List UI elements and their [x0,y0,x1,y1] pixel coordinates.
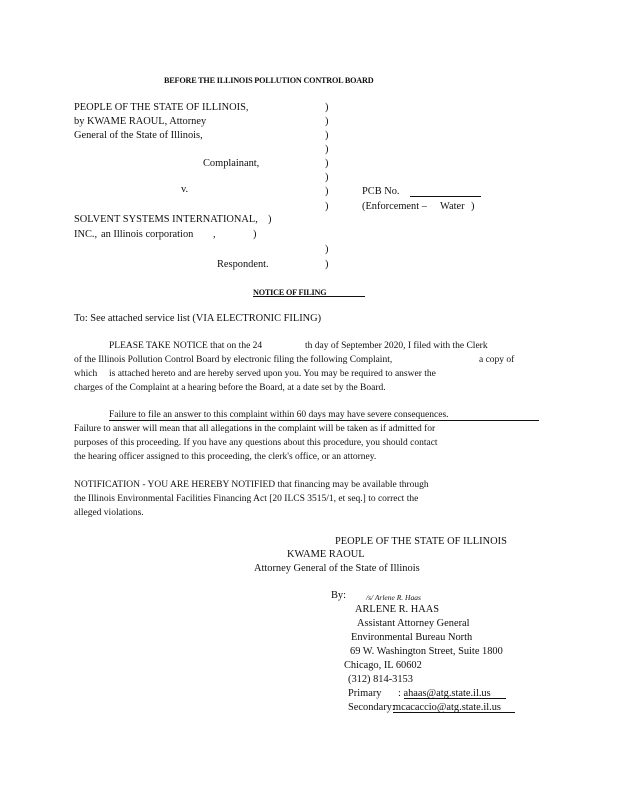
p1-d: a copy of [479,355,515,365]
bracket-3: ) [325,130,329,141]
versus-label: v. [181,184,189,195]
bracket-4: ) [325,144,329,155]
bracket-10: ) [325,259,329,270]
p3-line-2: the Illinois Environmental Facilities Financing Act [20 ILCS 3515/1, et seq.] to correct the [74,494,419,504]
water-label: Water [440,201,465,212]
sig-primary-label: Primary [348,688,382,699]
notice-title-underline [253,296,365,297]
sig-secondary-label: Secondary: [348,702,395,713]
defendant-paren: ) [268,214,272,225]
pcb-no-label: PCB No. [362,186,400,197]
p2-line-2: Failure to answer will mean that all allegations in the complaint will be taken as if admitted for [74,424,436,434]
enforcement-paren: ) [471,201,475,212]
p2-line-4: the hearing officer assigned to this proceeding, the clerk's office, or an attorney. [74,452,377,462]
notice-title: NOTICE OF FILING [253,288,327,297]
p1-c: of the Illinois Pollution Control Board by electronic filing the following Complaint, [74,355,393,365]
sig-people: PEOPLE OF THE STATE OF ILLINOIS [335,536,507,547]
p1-g: charges of the Complaint at a hearing before the Board, at a date set by the Board. [74,383,386,393]
sig-secondary-email[interactable]: mcacaccio@atg.state.il.us [393,702,501,713]
bracket-9: ) [325,244,329,255]
plaintiff-line-2: by KWAME RAOUL, Attorney [74,116,207,127]
p2-underline [109,420,539,421]
respondent-label: Respondent. [217,259,269,270]
sig-primary-email[interactable]: : ahaas@atg.state.il.us [398,688,491,699]
p1-a: PLEASE TAKE NOTICE that on the 24 [109,341,263,351]
plaintiff-line-3: General of the State of Illinois, [74,130,203,141]
sig-street: 69 W. Washington Street, Suite 1800 [350,646,503,657]
complainant-label: Complainant, [203,158,260,169]
primary-email-underline [404,698,506,699]
sig-phone: (312) 814-3153 [348,674,413,685]
plaintiff-line-1: PEOPLE OF THE STATE OF ILLINOIS, [74,102,249,113]
p1-f: is attached hereto and are hereby served upon you. You may be required to answer the [109,369,436,379]
sig-name: ARLENE R. HAAS [355,604,439,615]
bracket-7: ) [325,186,329,197]
p2-line-3: purposes of this proceeding. If you have any questions about this procedure, you should contact [74,438,438,448]
bracket-5: ) [325,158,329,169]
defendant-comma: , [213,229,216,240]
defendant-paren-2: ) [253,229,257,240]
secondary-email-underline [393,712,515,713]
enforcement-label: (Enforcement – [362,201,427,212]
defendant-line-1: SOLVENT SYSTEMS INTERNATIONAL, [74,214,258,225]
defendant-line-3: an Illinois corporation [101,229,194,240]
defendant-line-2: INC., [74,229,98,240]
sig-ag-title: Attorney General of the State of Illinois [254,563,420,574]
sig-city: Chicago, IL 60602 [344,660,422,671]
sig-ag-name: KWAME RAOUL [287,549,365,560]
pcb-no-blank [410,196,481,197]
bracket-8: ) [325,201,329,212]
sig-by-label: By: [331,590,347,601]
p2-line-1: Failure to file an answer to this complaint within 60 days may have severe consequences. [109,410,449,420]
board-title: BEFORE THE ILLINOIS POLLUTION CONTROL BOARD [164,76,374,85]
bracket-6: ) [325,172,329,183]
p3-line-1: NOTIFICATION - YOU ARE HEREBY NOTIFIED that financing may be available through [74,480,429,490]
bracket-1: ) [325,102,329,113]
p1-e: which [74,369,98,379]
bracket-2: ) [325,116,329,127]
p3-line-3: alleged violations. [74,508,144,518]
sig-bureau: Environmental Bureau North [351,632,473,643]
to-line: To: See attached service list (VIA ELECTRONIC FILING) [74,313,322,324]
sig-electronic-signature: /s/ Arlene R. Haas [366,593,421,602]
sig-title: Assistant Attorney General [357,618,470,629]
p1-b: th day of September 2020, I filed with the Clerk [305,341,488,351]
